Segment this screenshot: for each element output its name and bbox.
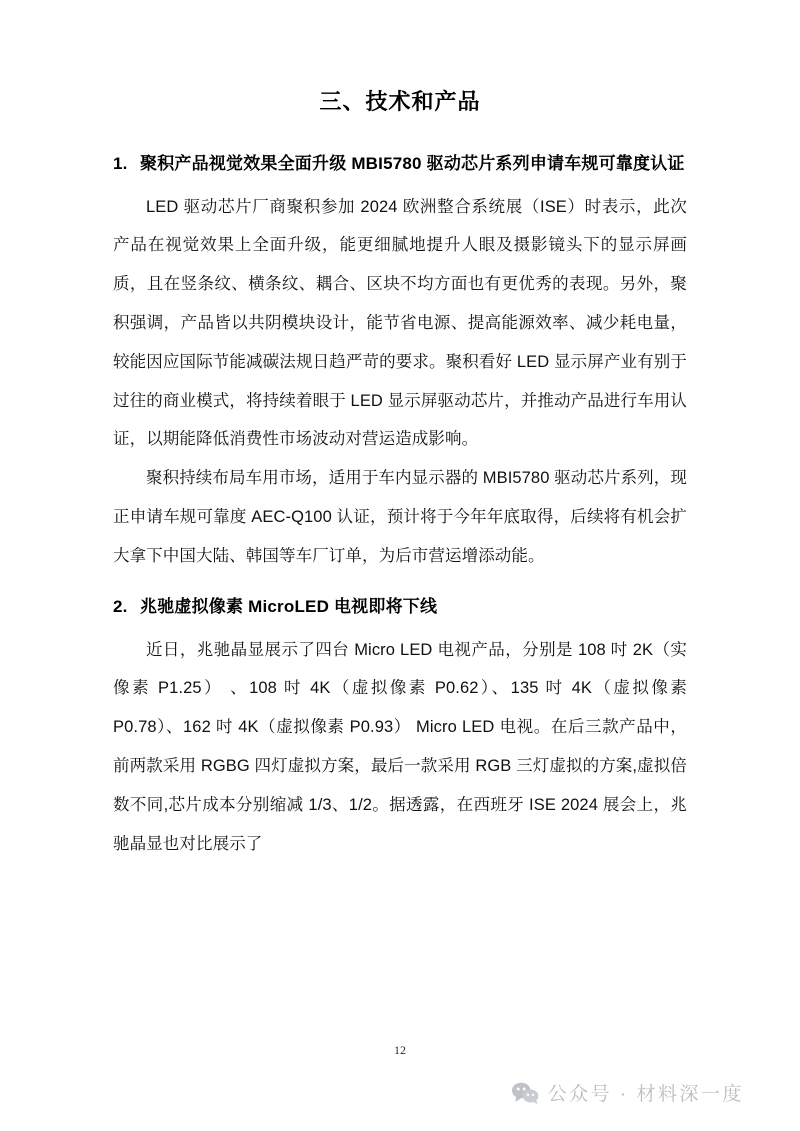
- footer-watermark-text: 公众号 · 材料深一度: [547, 1084, 744, 1105]
- page-content: [113, 88, 687, 863]
- section-heading-text-1: 聚积产品视觉效果全面升级 MBI5780 驱动芯片系列申请车规可靠度认证: [140, 153, 685, 173]
- section-heading-text-2: 兆驰虚拟像素 MicroLED 电视即将下线: [140, 596, 438, 616]
- page-title: 三、技术和产品: [319, 89, 481, 114]
- wechat-icon: [512, 1082, 539, 1104]
- section-number-1: 1.: [113, 153, 128, 173]
- section-heading-2: [113, 586, 687, 627]
- page-number: 12: [394, 1043, 406, 1057]
- section-heading-1: [113, 143, 687, 184]
- section-1-paragraph-2: 聚积持续布局车用市场，适用于车内显示器的 MBI5780 驱动芯片系列，现正申请车规可靠度 AEC-Q100 认证，预计将于今年年底取得，后续将有机会扩大拿下中国大陆、韩国等车厂订单，为后市营运增添动能。: [113, 469, 687, 565]
- section-number-2: 2.: [113, 596, 128, 616]
- section-2-paragraph-1: 近日，兆驰晶显展示了四台 Micro LED 电视产品，分别是 108 吋 2K（实像素 P1.25） 、108 吋 4K（虚拟像素 P0.62）、135 吋 4K（虚拟像素 P0.78）、162 吋 4K（虚拟像素 P0.93） Micro LED 电视。在后三款产品中，前两款采用 RGBG 四灯虚拟方案，最后一款采用 RGB 三灯虚拟的方案,虚拟倍数不同,芯片成本分别缩减 1/3、1/2。据透露，在西班牙 ISE 2024 展会上，兆驰晶显也对比展示了: [113, 640, 687, 853]
- footer-watermark: [512, 1079, 744, 1106]
- section-1-paragraph-1: LED 驱动芯片厂商聚积参加 2024 欧洲整合系统展（ISE）时表示，此次产品在视觉效果上全面升级，能更细腻地提升人眼及摄影镜头下的显示屏画质，且在竖条纹、横条纹、耦合、区块不均方面也有更优秀的表现。另外，聚积强调，产品皆以共阴模块设计，能节省电源、提高能源效率、减少耗电量，较能因应国际节能减碳法规日趋严苛的要求。聚积看好 LED 显示屏产业有别于过往的商业模式，将持续着眼于 LED 显示屏驱动芯片，并推动产品进行车用认证，以期能降低消费性市场波动对营运造成影响。: [113, 197, 687, 449]
